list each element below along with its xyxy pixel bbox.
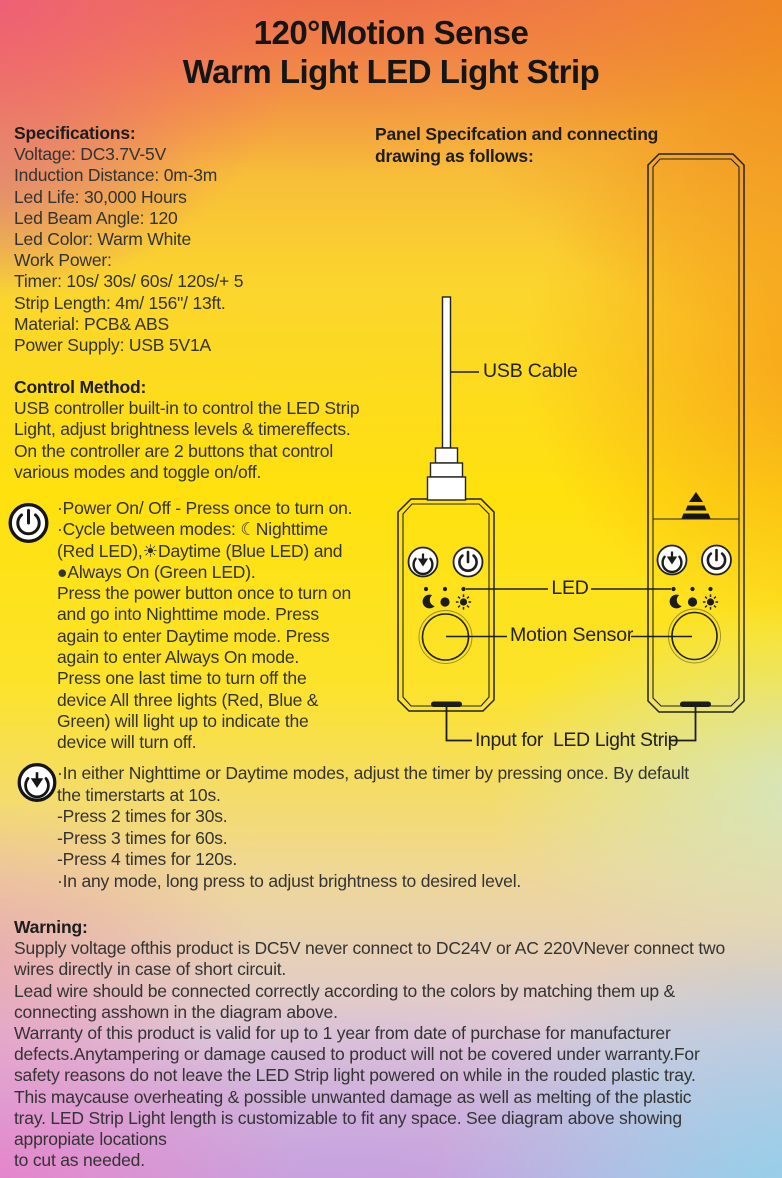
timer-line: -Press 2 times for 30s. (57, 806, 228, 826)
motion-sensor-left-halo (419, 611, 472, 664)
warning-line: to cut as needed. (14, 1150, 145, 1171)
spec-line: Work Power: (14, 250, 112, 271)
spec-line: Led Life: 30,000 Hours (14, 186, 187, 207)
power-line: again to enter Daytime mode. Press (57, 625, 330, 646)
warning-line: Lead wire should be connected correctly according to the colors by matching them up & (14, 980, 676, 1001)
motion-sensor-right (672, 613, 717, 660)
strip-port-left (431, 702, 462, 708)
timer-line: ·In any mode, long press to adjust brightness to desired level. (57, 870, 522, 891)
warning-line: This maycause overheating & possible unwanted damage as well as melting of the plastic (14, 1086, 692, 1107)
always-on-dot-icon (440, 597, 449, 606)
callout-leader-lines (446, 372, 696, 741)
led-label: LED (551, 577, 589, 599)
led-indicators-right (670, 587, 713, 608)
power-button-icon (454, 548, 483, 577)
warning-section (14, 917, 725, 1171)
motion-sensor-left (423, 614, 469, 660)
control-line: On the controller are 2 buttons that control (14, 440, 334, 461)
timer-icon (19, 765, 55, 801)
timer-line: ·In either Nighttime or Daytime modes, adjust the timer by pressing once. By default (57, 763, 689, 783)
specifications-section (14, 123, 243, 356)
spec-line: Power Supply: USB 5V1A (14, 335, 211, 356)
power-icon (10, 505, 47, 542)
specifications-heading: Specifications: (14, 123, 136, 143)
warning-line: connecting asshown in the diagram above. (14, 1001, 338, 1022)
timer-instructions (57, 763, 689, 892)
spec-line: Led Beam Angle: 120 (14, 207, 178, 228)
warning-line: appropiate locations (14, 1129, 167, 1150)
power-line: device will turn off. (57, 732, 197, 753)
timer-line: the timerstarts at 10s. (57, 784, 221, 805)
spec-line: Led Color: Warm White (14, 229, 192, 250)
page-title (0, 13, 782, 91)
controller-body-outline (398, 499, 494, 711)
page-title-line2: Warm Light LED Light Strip (182, 53, 600, 90)
spec-line: Material: PCB& ABS (14, 313, 169, 334)
power-instructions (57, 498, 352, 754)
panel-heading-line1: Panel Specifcation and connecting (375, 124, 659, 144)
power-button-icon-bar (702, 546, 731, 575)
page-title-line1: 120°Motion Sense (253, 14, 529, 51)
moon-icon (423, 595, 437, 609)
warning-line: tray. LED Strip Light length is customizable to fit any space. See diagram above showing (14, 1107, 682, 1128)
motion-sensor-label: Motion Sensor (510, 624, 634, 646)
spec-line: Induction Distance: 0m-3m (14, 165, 218, 186)
warning-line: Supply voltage ofthis product is DC5V never connect to DC24V or AC 220VNever connect two (14, 938, 725, 959)
power-line: Press the power button once to turn on (57, 583, 351, 604)
sun-icon-bar (703, 594, 718, 609)
warning-heading: Warning: (14, 917, 88, 937)
timer-button-icon-bar (658, 546, 687, 575)
always-on-dot-icon-bar (688, 597, 697, 606)
led-bar-inner-outline (653, 159, 739, 706)
usb-cable-label: USB Cable (483, 360, 578, 382)
strip-port-right (680, 702, 711, 708)
control-line: various modes and toggle on/off. (14, 461, 262, 482)
power-line: again to enter Always On mode. (57, 647, 300, 668)
power-line: ·Cycle between modes: ☾Nighttime (57, 519, 328, 540)
timer-line: -Press 4 times for 120s. (57, 849, 237, 869)
led-indicators-left (423, 587, 466, 608)
warning-line: wires directly in case of short circuit. (14, 959, 287, 980)
power-line: ·Power On/ Off - Press once to turn on. (57, 498, 353, 518)
panel-heading-line2: drawing as follows: (375, 146, 534, 166)
power-line: Green) will light up to indicate the (57, 710, 309, 731)
spec-line: Strip Length: 4m/ 156"/ 13ft. (14, 292, 226, 313)
warning-line: defects.Anytampering or damage caused to product will not be covered under warranty.For (14, 1044, 700, 1065)
control-line: Light, adjust brightness levels & timereffects. (14, 419, 351, 440)
brightness-triangle-icon (682, 492, 711, 519)
timer-button-icon (409, 548, 438, 577)
led-bar-drawing (648, 154, 744, 712)
spec-line: Voltage: DC3.7V-5V (14, 144, 167, 165)
usb-plug (428, 448, 466, 500)
warning-line: Warranty of this product is valid for up to 1 year from date of purchase for manufacturer (14, 1023, 671, 1044)
motion-sensor-right-halo (669, 609, 721, 663)
usb-controller-drawing (398, 297, 494, 711)
panel-heading (375, 123, 658, 167)
power-line: and go into Nighttime mode. Press (57, 604, 319, 625)
control-method-heading: Control Method: (14, 377, 147, 397)
timer-line: -Press 3 times for 60s. (57, 827, 228, 848)
input-leader-left (447, 707, 473, 741)
power-line: device All three lights (Red, Blue & (57, 689, 319, 710)
power-line: ●Always On (Green LED). (57, 561, 256, 582)
control-line: USB controller built-in to control the LED Strip (14, 398, 360, 419)
sun-icon (456, 594, 471, 609)
power-line: Press one last time to turn off the (57, 668, 307, 689)
controller-body-inner-outline (403, 504, 489, 706)
control-method-section (14, 377, 359, 483)
moon-icon-bar (670, 595, 684, 609)
warning-line: safety reasons do not leave the LED Strip light powered on while in the rouded plastic tray. (14, 1065, 696, 1086)
usb-cable (443, 297, 451, 448)
input-label: Input for LED Light Strip (475, 729, 679, 751)
power-line: (Red LED),☀Daytime (Blue LED) and (57, 540, 343, 561)
spec-line: Timer: 10s/ 30s/ 60s/ 120s/+ 5 (14, 271, 244, 292)
led-bar-outline (648, 154, 744, 712)
